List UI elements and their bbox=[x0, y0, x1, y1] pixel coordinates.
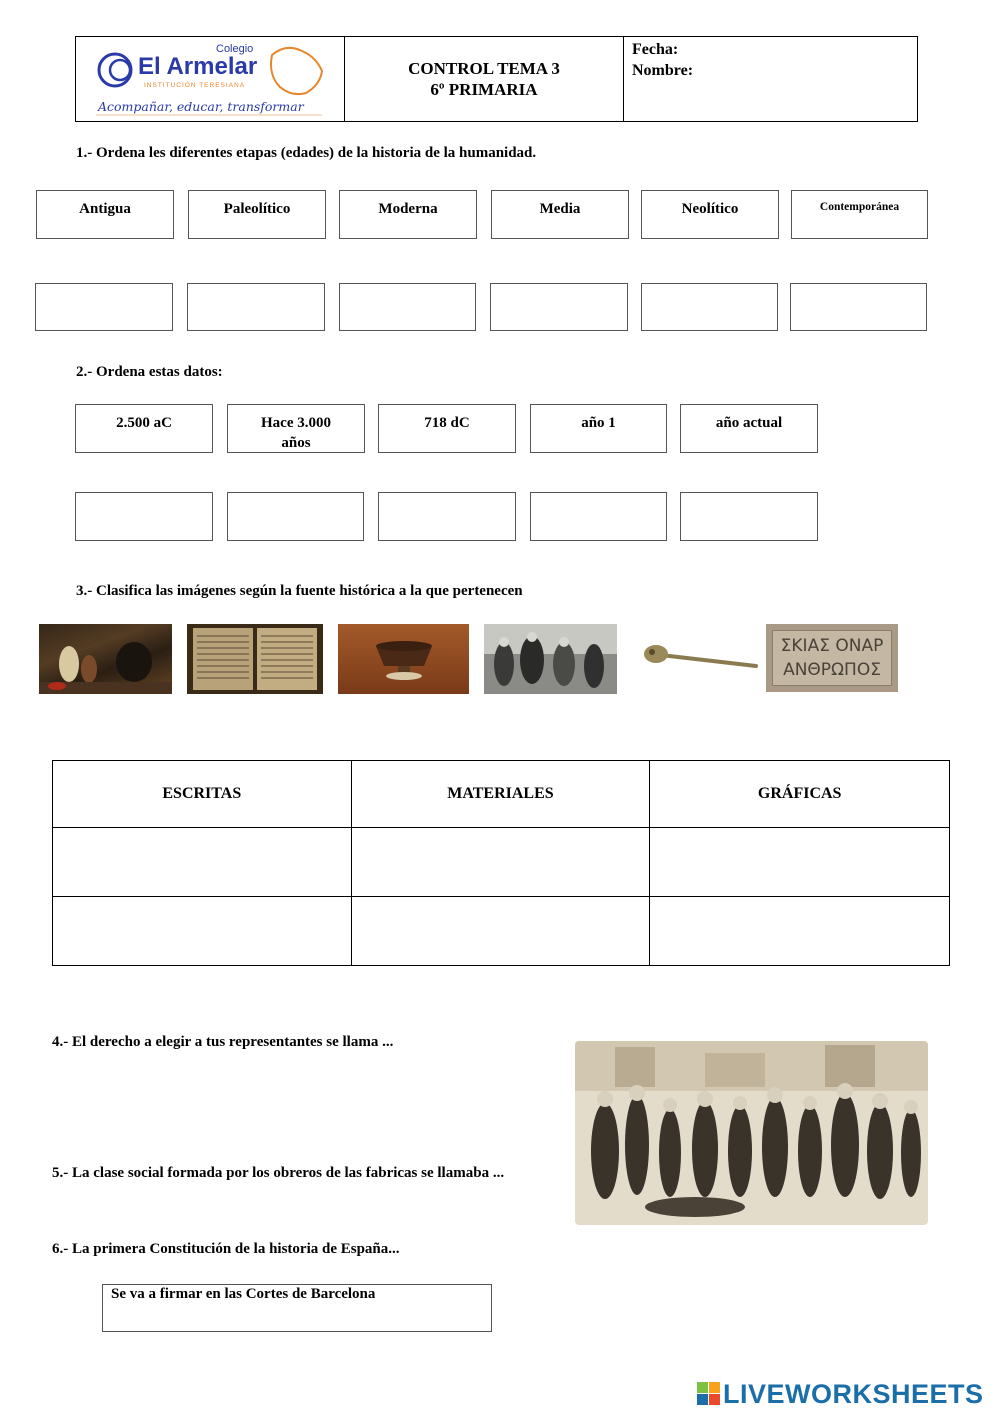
q1-card-neolitico[interactable]: Neolítico bbox=[641, 190, 779, 239]
school-logo bbox=[76, 37, 345, 121]
inscription-line1: ΣΚΙΑΣ ΟΝΑΡ bbox=[780, 636, 884, 656]
q1-drop-slot[interactable] bbox=[339, 283, 476, 331]
q5-prompt: 5.- La clase social formada por los obreros de las fabricas se llamaba ... bbox=[52, 1165, 505, 1181]
q1-drop-slot[interactable] bbox=[790, 283, 927, 331]
table-drop-cell[interactable] bbox=[53, 897, 352, 966]
inscription-line2: ΑΝΘΡΩΠΟΣ bbox=[783, 660, 881, 680]
q2-card-718dc[interactable]: 718 dC bbox=[378, 404, 516, 453]
image-tool[interactable] bbox=[632, 624, 763, 694]
image-inscription[interactable] bbox=[766, 624, 898, 692]
table-drop-cell[interactable] bbox=[650, 828, 950, 897]
logo-colegio: Colegio bbox=[216, 43, 254, 55]
image-ceramic[interactable] bbox=[338, 624, 469, 694]
q1-card-contemporanea[interactable]: Contemporánea bbox=[791, 190, 928, 239]
exam-title-line2: 6º PRIMARIA bbox=[430, 80, 538, 99]
nombre-label: Nombre: bbox=[632, 62, 694, 79]
logo-institucion: INSTITUCIÓN TERESIANA bbox=[144, 82, 246, 89]
image-workers-engraving bbox=[575, 1041, 928, 1225]
q3-prompt: 3.- Clasifica las imágenes según la fuente histórica a la que pertenecen bbox=[76, 583, 523, 599]
q6-prompt: 6.- La primera Constitución de la historia de España... bbox=[52, 1241, 400, 1257]
q2-drop-slot[interactable] bbox=[378, 492, 516, 541]
q2-prompt: 2.- Ordena estas datos: bbox=[76, 364, 223, 380]
liveworksheets-wordmark: LIVEWORKSHEETS bbox=[723, 1378, 984, 1409]
exam-title bbox=[345, 37, 624, 121]
q1-drop-slot[interactable] bbox=[641, 283, 778, 331]
q2-card-ano-actual[interactable]: año actual bbox=[680, 404, 818, 453]
liveworksheets-brand[interactable] bbox=[697, 1378, 997, 1410]
table-drop-cell[interactable] bbox=[351, 897, 650, 966]
q1-prompt: 1.- Ordena les diferentes etapas (edades) de la historia de la humanidad. bbox=[76, 145, 537, 161]
q6-answer-box[interactable]: Se va a firmar en las Cortes de Barcelona bbox=[102, 1284, 492, 1332]
q1-drop-slot[interactable] bbox=[35, 283, 173, 331]
q1-card-antigua[interactable]: Antigua bbox=[36, 190, 174, 239]
q2-card-ano1[interactable]: año 1 bbox=[530, 404, 667, 453]
logo-name: El Armelar bbox=[138, 53, 258, 80]
liveworksheets-logo-icon bbox=[697, 1382, 721, 1406]
logo-motto: Acompañar, educar, transformar bbox=[98, 99, 304, 114]
student-fields bbox=[624, 37, 917, 121]
sources-table bbox=[52, 760, 950, 966]
q2-drop-slot[interactable] bbox=[680, 492, 818, 541]
q2-card-hace3000[interactable]: Hace 3.000 años bbox=[227, 404, 365, 453]
table-header-escritas: ESCRITAS bbox=[53, 761, 352, 828]
image-photograph[interactable] bbox=[484, 624, 617, 694]
q1-card-paleolitico[interactable]: Paleolítico bbox=[188, 190, 326, 239]
q1-drop-slot[interactable] bbox=[187, 283, 325, 331]
table-header-materiales: MATERIALES bbox=[351, 761, 650, 828]
q4-prompt: 4.- El derecho a elegir a tus representantes se llama ... bbox=[52, 1034, 394, 1050]
q1-card-media[interactable]: Media bbox=[491, 190, 629, 239]
exam-title-line1: CONTROL TEMA 3 bbox=[408, 59, 560, 78]
image-painting[interactable] bbox=[39, 624, 172, 694]
q2-drop-slot[interactable] bbox=[75, 492, 213, 541]
table-drop-cell[interactable] bbox=[650, 897, 950, 966]
fecha-label: Fecha: bbox=[632, 41, 679, 58]
q2-card-2500ac[interactable]: 2.500 aC bbox=[75, 404, 213, 453]
q2-drop-slot[interactable] bbox=[530, 492, 667, 541]
q2-drop-slot[interactable] bbox=[227, 492, 364, 541]
q1-drop-slot[interactable] bbox=[490, 283, 628, 331]
header-table bbox=[75, 36, 918, 122]
table-header-graficas: GRÁFICAS bbox=[650, 761, 950, 828]
q1-card-moderna[interactable]: Moderna bbox=[339, 190, 477, 239]
table-drop-cell[interactable] bbox=[53, 828, 352, 897]
table-drop-cell[interactable] bbox=[351, 828, 650, 897]
image-manuscript[interactable] bbox=[187, 624, 323, 694]
